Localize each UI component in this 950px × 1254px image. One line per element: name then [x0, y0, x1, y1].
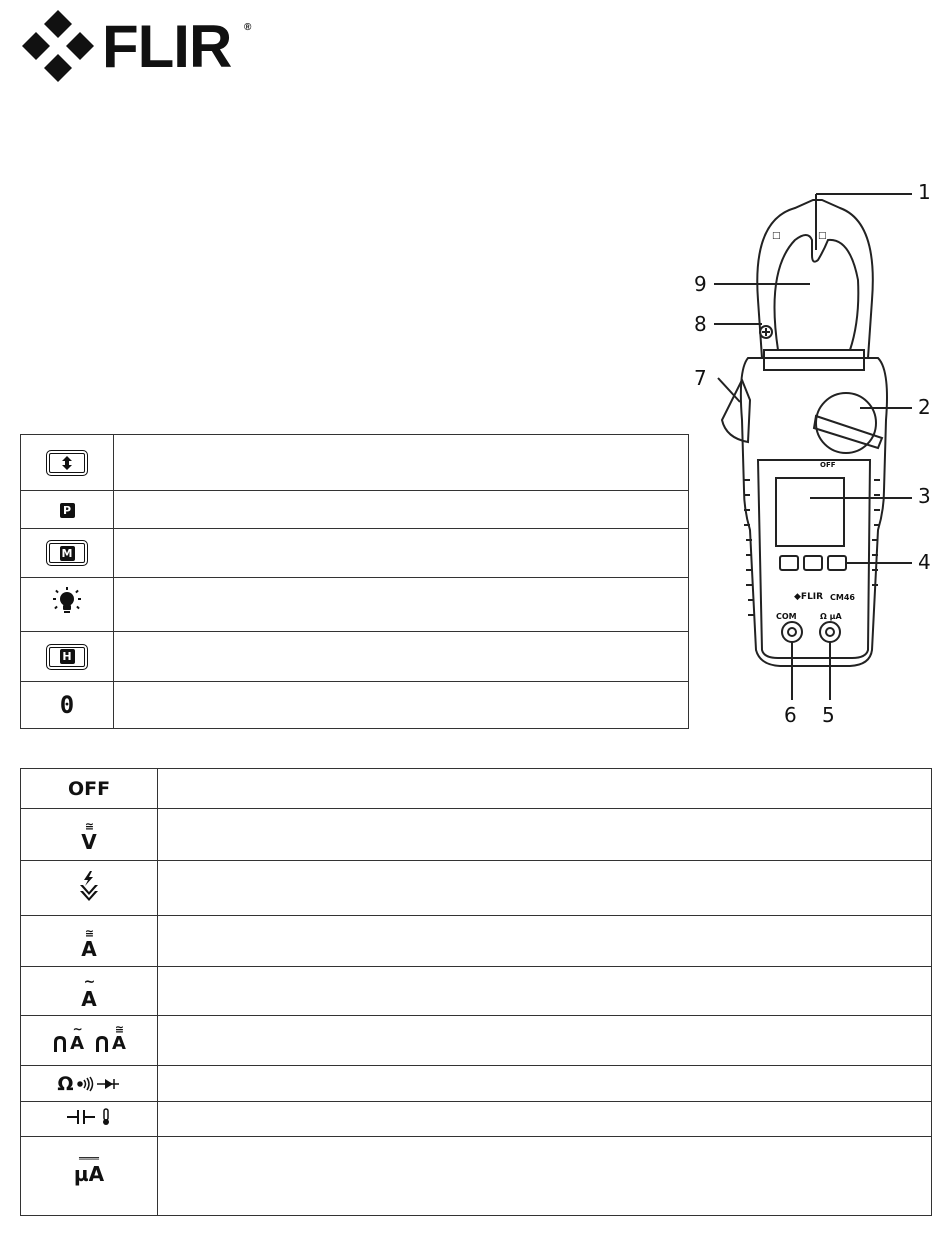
volts-symbol: V: [81, 830, 97, 854]
m-key-icon: [46, 540, 88, 566]
callout-4: 4: [918, 550, 931, 574]
clamp-jaw-icon: [94, 1035, 110, 1053]
table-row: [21, 682, 689, 729]
amps-ac-symbol: A: [81, 987, 97, 1011]
icon-cell: [21, 632, 114, 682]
table-row: [21, 1102, 932, 1137]
table-row: [21, 861, 932, 916]
dial-positions-table: [20, 768, 932, 1216]
clamp-meter-illustration: [700, 180, 945, 730]
icon-cell: [21, 769, 158, 809]
table-row: [21, 1066, 932, 1102]
icon-cell: [21, 682, 114, 729]
table-row: [21, 435, 689, 491]
model-label: CM46: [830, 593, 855, 602]
table-row: [21, 529, 689, 578]
clamp-jaw-icon: [52, 1035, 68, 1053]
svg-text:◆FLIR: ◆FLIR: [794, 592, 824, 602]
table-row: [21, 1016, 932, 1066]
m-key-label: M: [60, 546, 75, 561]
description-cell: [158, 769, 932, 809]
description-cell: [114, 435, 689, 491]
capacitance-temperature-icon: [65, 1108, 113, 1126]
icon-cell: [21, 1102, 158, 1137]
microamps-symbol: µA: [73, 1162, 105, 1186]
buttons-table: [20, 434, 689, 729]
h-key-icon: [46, 644, 88, 670]
icon-cell: [21, 967, 158, 1016]
description-cell: [158, 1016, 932, 1066]
callout-6: 6: [784, 703, 797, 727]
callout-5: 5: [822, 703, 835, 727]
ohms-continuity-diode-icon: [57, 1073, 120, 1095]
icon-cell: [21, 491, 114, 529]
svg-text:□: □: [772, 231, 781, 241]
p-key-icon: P: [60, 503, 75, 518]
continuity-diode-icon: [77, 1076, 121, 1092]
amps-acdc-icon: ≅ A: [81, 926, 97, 961]
description-cell: [158, 1102, 932, 1137]
icon-cell: [21, 1137, 158, 1216]
icon-cell: [21, 435, 114, 491]
table-row: [21, 1137, 932, 1216]
ohm-ua-label: Ω µA: [820, 612, 842, 621]
icon-cell: [21, 1066, 158, 1102]
h-key-label: H: [60, 649, 75, 664]
icon-cell: [21, 578, 114, 632]
description-cell: [114, 491, 689, 529]
icon-cell: [21, 861, 158, 916]
icon-cell: [21, 916, 158, 967]
callout-1: 1: [918, 180, 931, 204]
icon-cell: [21, 809, 158, 861]
table-row: [21, 632, 689, 682]
description-cell: [114, 632, 689, 682]
icon-cell: [21, 529, 114, 578]
callout-2: 2: [918, 395, 931, 419]
lightbulb-icon: [50, 587, 84, 617]
inrush-amps-icon: ∼ A ≅ A: [52, 1023, 126, 1053]
zero-icon: 0: [59, 691, 75, 719]
volts-acdc-icon: ≅ V: [81, 820, 97, 854]
icon-cell: [21, 1016, 158, 1066]
callout-9: 9: [694, 272, 707, 296]
description-cell: [158, 861, 932, 916]
description-cell: [158, 967, 932, 1016]
description-cell: [158, 1137, 932, 1216]
voltage-detect-icon: [78, 871, 100, 901]
description-cell: [114, 578, 689, 632]
microamps-dc-icon: ═══ µA: [73, 1152, 105, 1186]
callout-7: 7: [694, 366, 707, 390]
table-row: [21, 578, 689, 632]
table-row: [21, 769, 932, 809]
table-row: [21, 916, 932, 967]
amps-symbol: A: [81, 936, 97, 961]
updown-arrow-button-icon: [46, 450, 88, 476]
description-cell: [114, 682, 689, 729]
table-row: [21, 491, 689, 529]
callout-3: 3: [918, 484, 931, 508]
flir-logo: [20, 8, 252, 84]
amps-ac-icon: ∼ A: [81, 974, 97, 1011]
svg-text:□: □: [818, 231, 827, 241]
table-row: [21, 967, 932, 1016]
description-cell: [114, 529, 689, 578]
description-cell: [158, 916, 932, 967]
ohm-symbol: Ω: [57, 1072, 74, 1095]
off-dial-label: OFF: [820, 461, 836, 469]
flir-diamond-icon: [20, 8, 100, 84]
description-cell: [158, 809, 932, 861]
registered-mark: ®: [244, 22, 252, 33]
description-cell: [158, 1066, 932, 1102]
brand-name: FLIR: [102, 13, 232, 80]
off-icon: OFF: [67, 777, 111, 800]
table-row: [21, 809, 932, 861]
com-label: COM: [776, 612, 797, 621]
callout-8: 8: [694, 312, 707, 336]
